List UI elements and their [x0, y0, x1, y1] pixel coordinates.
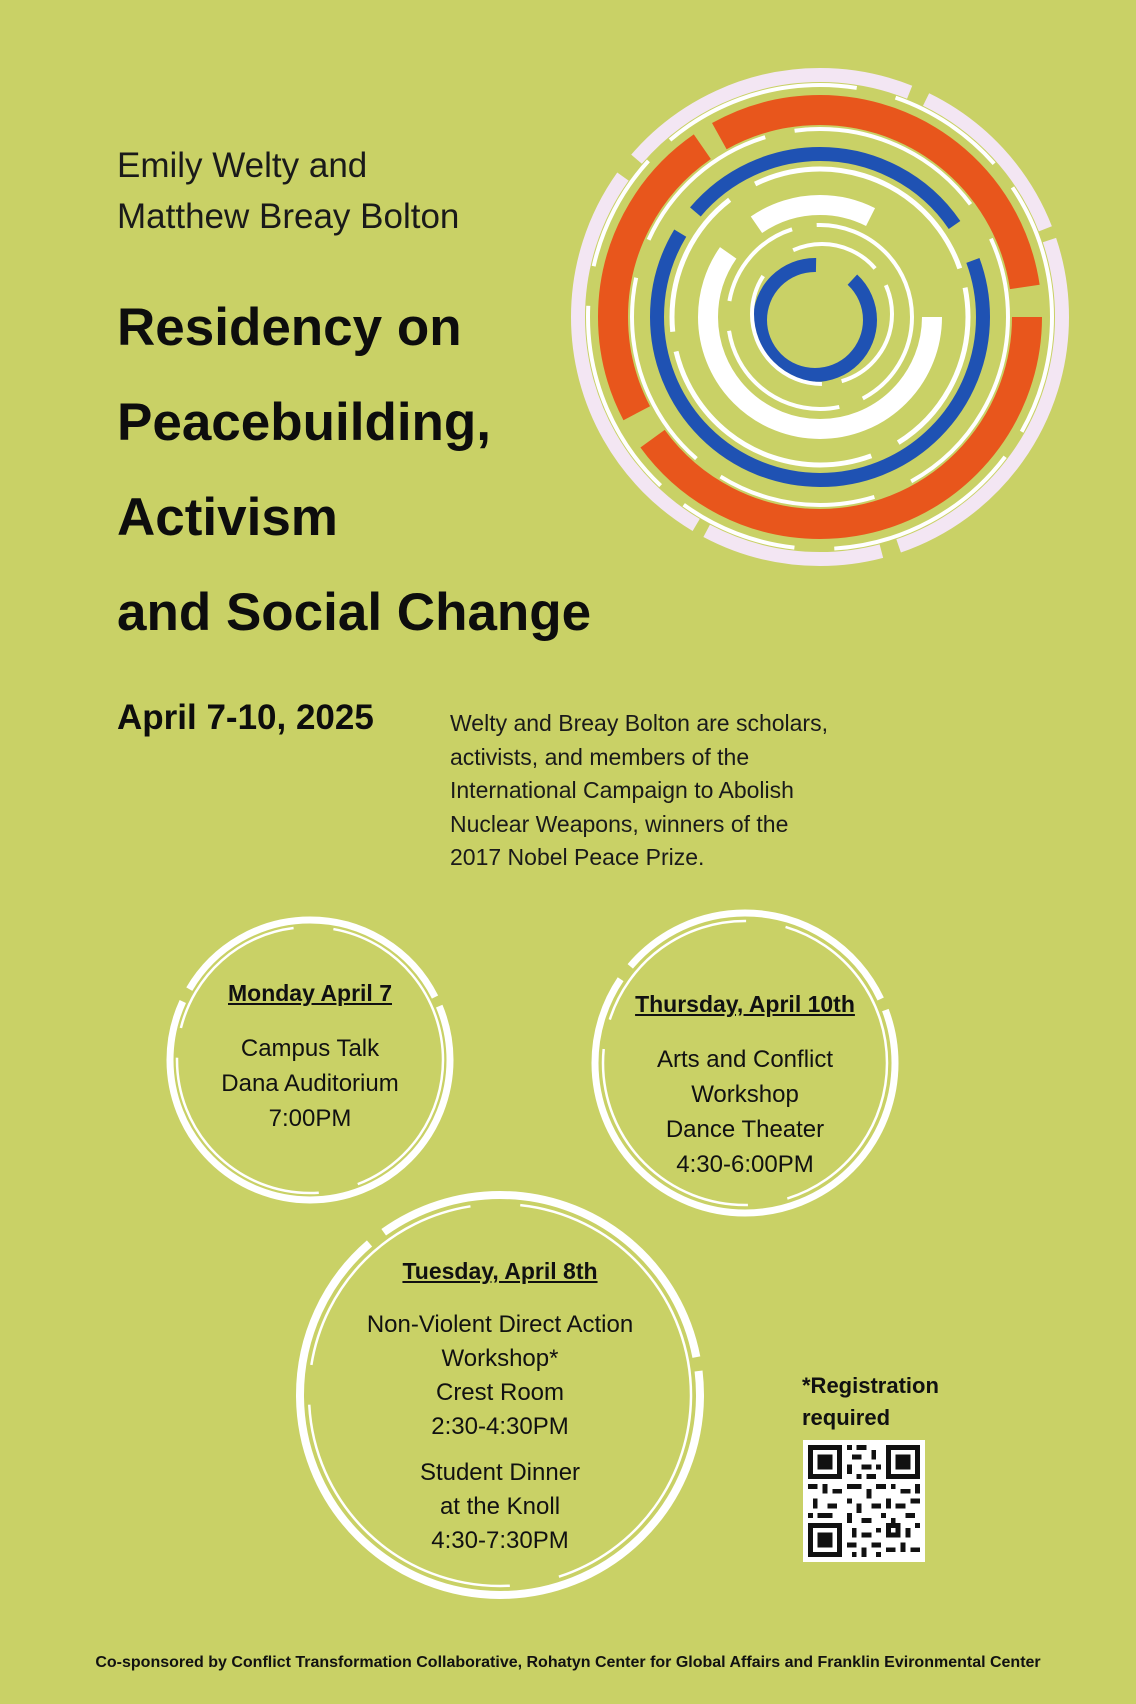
speakers	[117, 140, 459, 242]
title-line-1: Residency on	[117, 298, 462, 357]
poster-title	[117, 280, 757, 660]
title-line-3: Activism	[117, 488, 338, 547]
cosponsor-footer: Co-sponsored by Conflict Transformation Collaborative, Rohatyn Center for Global Affairs and Franklin Evironmental Center	[95, 1654, 1041, 1671]
event-monday-line-3: 7:00PM	[268, 1105, 352, 1132]
event-tuesday-line-7: 4:30-7:30PM	[431, 1527, 569, 1554]
event-thursday-line-2: Workshop	[691, 1081, 799, 1108]
event-monday	[160, 976, 460, 1136]
event-tuesday-line-3: Crest Room	[435, 1379, 565, 1406]
event-thursday-line-1: Arts and Conflict	[656, 1046, 834, 1073]
description-line-4: Nuclear Weapons, winners of the	[450, 810, 789, 837]
event-tuesday-line-5: Student Dinner	[419, 1459, 581, 1486]
description	[450, 707, 880, 875]
event-tuesday	[320, 1254, 680, 1558]
title-line-4: and Social Change	[117, 583, 592, 642]
event-monday-line-1: Campus Talk	[240, 1035, 380, 1062]
description-line-5: 2017 Nobel Peace Prize.	[450, 844, 705, 870]
registration-note	[802, 1370, 939, 1434]
title-line-2: Peacebuilding,	[117, 393, 492, 452]
description-line-2: activists, and members of the	[450, 743, 750, 770]
event-tuesday-day: Tuesday, April 8th	[402, 1258, 598, 1284]
event-monday-line-2: Dana Auditorium	[221, 1070, 399, 1097]
event-thursday	[595, 987, 895, 1182]
event-tuesday-line-2: Workshop*	[441, 1345, 559, 1372]
speakers-line-2: Matthew Breay Bolton	[117, 197, 460, 236]
qr-code[interactable]	[803, 1440, 925, 1562]
event-tuesday-line-4: 2:30-4:30PM	[431, 1413, 569, 1440]
event-monday-day: Monday April 7	[228, 980, 392, 1006]
description-line-3: International Campaign to Abolish	[450, 777, 794, 803]
speakers-line-1: Emily Welty and	[117, 146, 368, 185]
registration-line-2: required	[802, 1405, 891, 1430]
event-thursday-day: Thursday, April 10th	[635, 991, 855, 1017]
event-dates: April 7-10, 2025	[117, 698, 374, 737]
event-tuesday-line-1: Non-Violent Direct Action	[366, 1311, 634, 1338]
event-tuesday-line-6: at the Knoll	[439, 1493, 561, 1520]
description-line-1: Welty and Breay Bolton are scholars,	[450, 710, 828, 736]
event-thursday-line-4: 4:30-6:00PM	[676, 1151, 814, 1178]
registration-line-1: *Registration	[802, 1373, 939, 1398]
event-thursday-line-3: Dance Theater	[665, 1116, 825, 1143]
